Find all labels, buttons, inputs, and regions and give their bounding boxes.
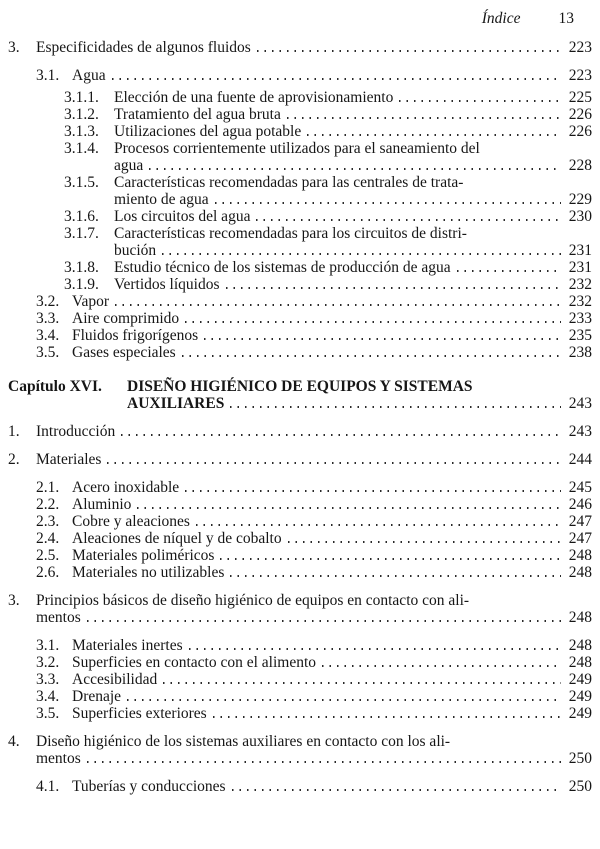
entry-page: 230 xyxy=(568,208,592,225)
entry-page: 248 xyxy=(568,637,592,654)
entry-title: Acero inoxidable xyxy=(72,479,180,496)
toc-row xyxy=(114,191,592,208)
toc-row xyxy=(36,530,592,547)
entry-title: Aire comprimido xyxy=(72,310,180,327)
entry-page: 248 xyxy=(568,654,592,671)
entry-page: 235 xyxy=(568,327,592,344)
entry-number: 3. xyxy=(8,39,20,56)
toc-row xyxy=(36,67,592,84)
toc-row xyxy=(8,451,592,468)
dot-leader xyxy=(115,304,561,306)
entry-number: 3.1. xyxy=(36,67,60,84)
toc-row xyxy=(36,637,592,654)
toc-row xyxy=(127,395,592,412)
entry-title: Especificidades de algunos fluidos xyxy=(36,39,251,56)
entry-number: 3.2. xyxy=(36,654,60,671)
toc-row xyxy=(64,208,592,225)
entry-number: 3.3. xyxy=(36,310,60,327)
dot-leader xyxy=(137,507,561,509)
running-head-page-number: 13 xyxy=(558,10,574,27)
entry-title: Superficies en contacto con el alimento xyxy=(72,654,317,671)
dot-leader xyxy=(204,338,561,340)
entry-title: Procesos corrientemente utilizados para el saneamiento del xyxy=(114,140,480,157)
toc-row xyxy=(36,479,592,496)
toc-row xyxy=(36,310,592,327)
entry-title: Elección de una fuente de aprovisionamiento xyxy=(114,89,394,106)
entry-title: miento de agua xyxy=(114,191,209,208)
entry-number: 1. xyxy=(8,423,20,440)
entry-title: Accesibilidad xyxy=(72,671,158,688)
entry-page: 248 xyxy=(568,564,592,581)
dot-leader xyxy=(232,789,561,791)
dot-leader xyxy=(87,620,561,622)
entry-number: 3.1.5. xyxy=(64,174,99,191)
entry-title: bución xyxy=(114,242,157,259)
dot-leader xyxy=(288,541,561,543)
entry-number: 3.1.9. xyxy=(64,276,99,293)
dot-leader xyxy=(307,134,561,136)
entry-page: 223 xyxy=(568,67,592,84)
entry-number: 4.1. xyxy=(36,778,60,795)
entry-page: 238 xyxy=(568,344,592,361)
dot-leader xyxy=(127,699,561,701)
entry-page: 250 xyxy=(568,750,592,767)
entry-page: 232 xyxy=(568,293,592,310)
entry-page: 249 xyxy=(568,705,592,722)
entry-page: 226 xyxy=(568,106,592,123)
entry-title: Aluminio xyxy=(72,496,132,513)
entry-number: 3.1.7. xyxy=(64,225,99,242)
entry-page: 250 xyxy=(568,778,592,795)
entry-number: 3.2. xyxy=(36,293,60,310)
toc-row xyxy=(64,89,592,106)
entry-title: Materiales no utilizables xyxy=(72,564,225,581)
dot-leader xyxy=(196,524,561,526)
dot-leader xyxy=(457,270,561,272)
entry-title: agua xyxy=(114,157,144,174)
toc-row xyxy=(64,140,592,157)
entry-page: 232 xyxy=(568,276,592,293)
entry-page: 223 xyxy=(568,39,592,56)
entry-title: Drenaje xyxy=(72,688,122,705)
entry-page: 248 xyxy=(568,609,592,626)
entry-number: 3.4. xyxy=(36,688,60,705)
entry-number: 4. xyxy=(8,733,20,750)
entry-title: Fluidos frigorígenos xyxy=(72,327,199,344)
toc-row xyxy=(64,225,592,242)
dot-leader xyxy=(182,355,561,357)
dot-leader xyxy=(226,287,562,289)
entry-title: Vertidos líquidos xyxy=(114,276,220,293)
entry-number: 3.1.1. xyxy=(64,89,99,106)
toc-row xyxy=(36,671,592,688)
entry-page: 245 xyxy=(568,479,592,496)
toc-row xyxy=(114,157,592,174)
entry-title: Cobre y aleaciones xyxy=(72,513,190,530)
dot-leader xyxy=(220,558,561,560)
dot-leader xyxy=(185,490,561,492)
dot-leader xyxy=(230,406,561,408)
running-head-title: Índice xyxy=(481,10,521,27)
toc-row xyxy=(36,654,592,671)
entry-number: 3.1.8. xyxy=(64,259,99,276)
toc-row xyxy=(36,496,592,513)
dot-leader xyxy=(399,100,561,102)
toc-row xyxy=(8,733,592,750)
entry-number: 3.1.2. xyxy=(64,106,99,123)
entry-number: 3.5. xyxy=(36,344,60,361)
entry-number: 2.1. xyxy=(36,479,60,496)
entry-title: Materiales xyxy=(36,451,102,468)
dot-leader xyxy=(213,716,561,718)
entry-page: 229 xyxy=(568,191,592,208)
entry-title: Tratamiento del agua bruta xyxy=(114,106,281,123)
entry-title: Superficies exteriores xyxy=(72,705,207,722)
entry-number: 3.1. xyxy=(36,637,60,654)
toc-row xyxy=(36,688,592,705)
dot-leader xyxy=(287,117,561,119)
toc-row xyxy=(36,564,592,581)
toc-row xyxy=(36,547,592,564)
toc-row xyxy=(36,513,592,530)
toc-row xyxy=(36,778,592,795)
entry-page: 243 xyxy=(568,395,592,412)
entry-title: Vapor xyxy=(72,293,110,310)
toc-row xyxy=(64,276,592,293)
entry-title: Los circuitos del agua xyxy=(114,208,251,225)
entry-title: Tuberías y conducciones xyxy=(72,778,226,795)
dot-leader xyxy=(257,50,561,52)
toc-row xyxy=(8,592,592,609)
entry-title: Estudio técnico de los sistemas de producción de agua xyxy=(114,259,451,276)
entry-number: 3.5. xyxy=(36,705,60,722)
entry-number: 2.3. xyxy=(36,513,60,530)
entry-title: Aleaciones de níquel y de cobalto xyxy=(72,530,282,547)
entry-title: mentos xyxy=(36,609,81,626)
toc-row xyxy=(64,106,592,123)
running-head xyxy=(8,10,592,27)
toc-row xyxy=(36,344,592,361)
entry-number: 3.1.3. xyxy=(64,123,99,140)
toc-row xyxy=(8,378,592,395)
toc-row xyxy=(64,259,592,276)
entry-title: Diseño higiénico de los sistemas auxiliares en contacto con los ali- xyxy=(36,733,451,750)
entry-page: 233 xyxy=(568,310,592,327)
toc-row xyxy=(36,327,592,344)
entry-title: Utilizaciones del agua potable xyxy=(114,123,302,140)
entry-title: DISEÑO HIGIÉNICO DE EQUIPOS Y SISTEMAS xyxy=(127,378,473,395)
dot-leader xyxy=(322,665,561,667)
entry-title: Características recomendadas para las centrales de trata- xyxy=(114,174,464,191)
entry-title: AUXILIARES xyxy=(127,395,225,412)
entry-title: Características recomendadas para los circuitos de distri- xyxy=(114,225,467,242)
entry-title: Principios básicos de diseño higiénico de equipos en contacto con ali- xyxy=(36,592,470,609)
toc-row xyxy=(64,123,592,140)
entry-number: 2.2. xyxy=(36,496,60,513)
entry-page: 231 xyxy=(568,242,592,259)
entry-number: 3.1.4. xyxy=(64,140,99,157)
toc-row xyxy=(8,423,592,440)
entry-page: 247 xyxy=(568,513,592,530)
entry-number: 3.3. xyxy=(36,671,60,688)
entry-page: 243 xyxy=(568,423,592,440)
toc-row xyxy=(114,242,592,259)
entry-number: 2.5. xyxy=(36,547,60,564)
entry-title: Materiales poliméricos xyxy=(72,547,215,564)
dot-leader xyxy=(256,219,561,221)
entry-number: 3.4. xyxy=(36,327,60,344)
dot-leader xyxy=(163,682,561,684)
entry-number: Capítulo XVI. xyxy=(8,378,102,395)
entry-title: mentos xyxy=(36,750,81,767)
entry-page: 248 xyxy=(568,547,592,564)
dot-leader xyxy=(112,78,561,80)
entry-number: 2. xyxy=(8,451,20,468)
dot-leader xyxy=(149,168,561,170)
dot-leader xyxy=(162,253,561,255)
entry-title: Gases especiales xyxy=(72,344,176,361)
dot-leader xyxy=(189,648,561,650)
entry-page: 249 xyxy=(568,671,592,688)
entry-page: 247 xyxy=(568,530,592,547)
entry-page: 246 xyxy=(568,496,592,513)
entry-title: Materiales inertes xyxy=(72,637,183,654)
toc-row xyxy=(36,705,592,722)
entry-title: Agua xyxy=(72,67,106,84)
entry-page: 225 xyxy=(568,89,592,106)
entry-number: 3.1.6. xyxy=(64,208,99,225)
dot-leader xyxy=(215,202,561,204)
entry-page: 244 xyxy=(568,451,592,468)
dot-leader xyxy=(185,321,561,323)
entry-number: 2.6. xyxy=(36,564,60,581)
dot-leader xyxy=(121,434,561,436)
entry-page: 249 xyxy=(568,688,592,705)
entry-page: 226 xyxy=(568,123,592,140)
dot-leader xyxy=(87,761,561,763)
toc-row xyxy=(36,750,592,767)
toc-row xyxy=(36,609,592,626)
toc-row xyxy=(36,293,592,310)
entry-number: 2.4. xyxy=(36,530,60,547)
entry-number: 3. xyxy=(8,592,20,609)
dot-leader xyxy=(230,575,561,577)
entry-page: 231 xyxy=(568,259,592,276)
entry-title: Introducción xyxy=(36,423,116,440)
toc-row xyxy=(8,39,592,56)
dot-leader xyxy=(107,462,561,464)
toc-rows xyxy=(8,39,592,795)
entry-page: 228 xyxy=(568,157,592,174)
toc-row xyxy=(64,174,592,191)
